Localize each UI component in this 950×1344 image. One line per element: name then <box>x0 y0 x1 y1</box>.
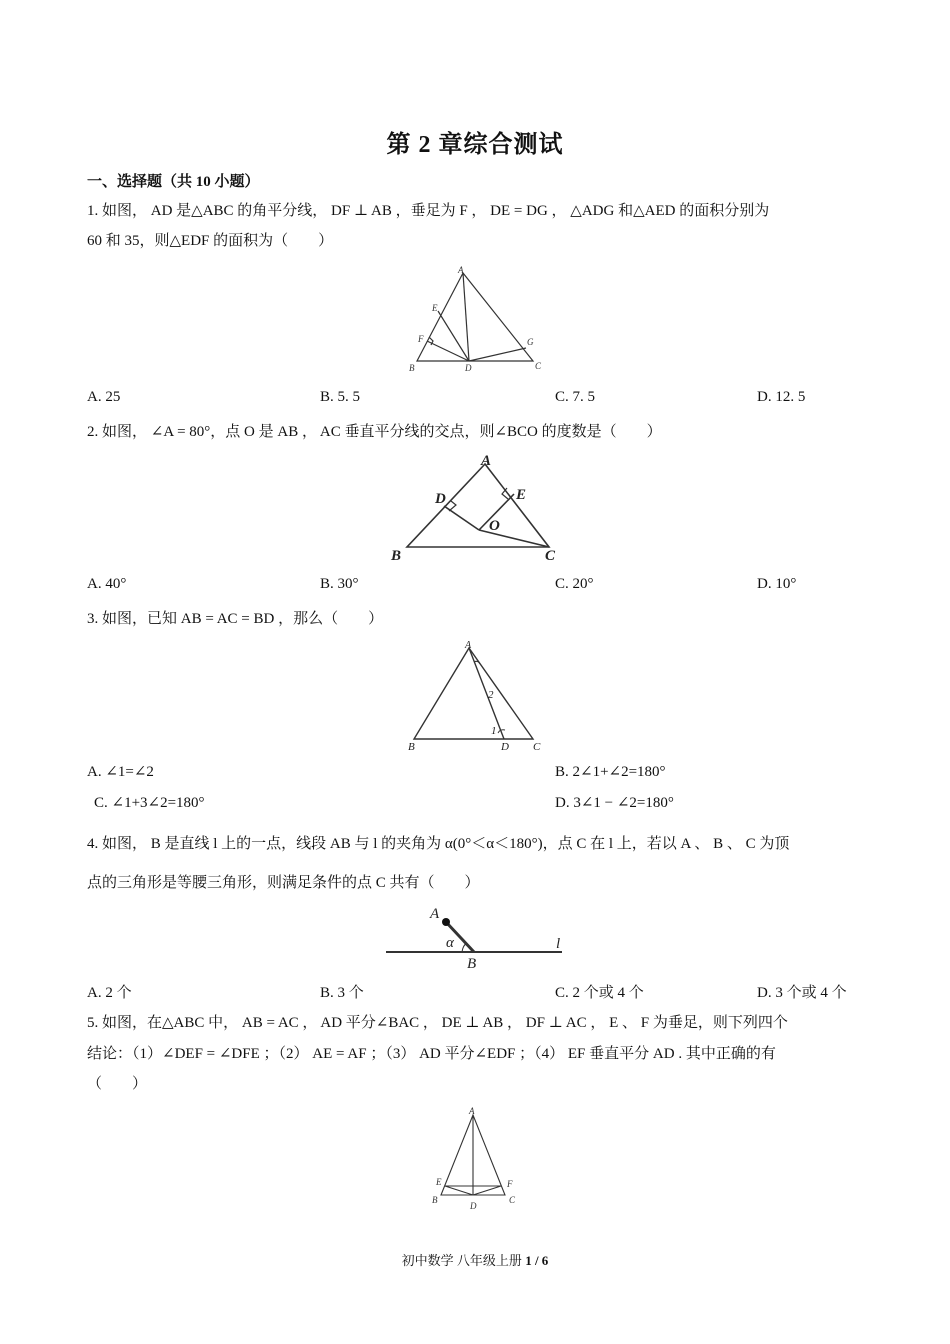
q4-option-b[interactable]: B. 3 个 <box>320 985 364 1001</box>
label-a: A <box>458 265 464 275</box>
page-title: 第 2 章综合测试 <box>386 132 564 158</box>
question-1-line-1: 1. 如图， AD 是△ABC 的角平分线， DF ⊥ AB ，垂足为 F ， DE = DG ， △ADG 和△AED 的面积分别为 <box>87 203 770 219</box>
question-5-line-2: 结论：（1）∠DEF = ∠DFE ；（2） AE = AF ；（3） AD 平分∠EDF ；（4） EF 垂直平分 AD . 其中正确的有 <box>87 1046 776 1062</box>
segment-do <box>444 506 479 530</box>
label-d: D <box>465 363 472 373</box>
label-e: E <box>436 1177 442 1187</box>
question-4-line-1: 4. 如图， B 是直线 l 上的一点，线段 AB 与 l 的夹角为 α(0°＜α＜180°)，点 C 在 l 上，若以 A 、 B 、 C 为顶 <box>87 836 790 852</box>
q4-option-d[interactable]: D. 3 个或 4 个 <box>757 985 847 1001</box>
label-e: E <box>432 303 438 313</box>
figure-q3 <box>402 636 552 754</box>
figure-q2 <box>385 450 565 562</box>
q3-option-a[interactable]: A. ∠1=∠2 <box>87 764 154 780</box>
right-angle-mark-d <box>449 501 456 511</box>
label-o: O <box>489 518 500 534</box>
label-c: C <box>545 548 556 562</box>
label-alpha: α <box>446 935 454 951</box>
q4-option-c[interactable]: C. 2 个或 4 个 <box>555 985 644 1001</box>
q1-option-d[interactable]: D. 12. 5 <box>757 389 806 405</box>
label-angle-1: 1 <box>491 725 497 737</box>
label-a: A <box>430 906 440 922</box>
triangle-abc <box>417 273 533 361</box>
label-b: B <box>432 1195 438 1205</box>
q1-option-c[interactable]: C. 7. 5 <box>555 389 596 405</box>
label-f: F <box>418 334 424 344</box>
q2-option-d[interactable]: D. 10° <box>757 576 797 592</box>
label-d: D <box>501 741 509 753</box>
question-5-line-1: 5. 如图，在△ABC 中， AB = AC ， AD 平分∠BAC ， DE ⊥ AB ， DF ⊥ AC ， E 、 F 为垂足，则下列四个 <box>87 1015 788 1031</box>
segment-df <box>473 1186 501 1195</box>
label-b: B <box>467 956 477 972</box>
page-footer <box>0 1250 950 1269</box>
q3-option-b[interactable]: B. 2∠1+∠2=180° <box>555 764 666 780</box>
section-heading: 一、选择题（共 10 小题） <box>87 174 260 190</box>
label-d: D <box>435 491 446 507</box>
figure-q4 <box>384 902 566 974</box>
label-e: E <box>516 487 527 503</box>
label-a: A <box>465 640 472 651</box>
label-a: A <box>469 1106 475 1116</box>
page-number: 1 / 6 <box>525 1253 549 1268</box>
label-b: B <box>408 741 415 753</box>
label-d: D <box>470 1201 477 1211</box>
label-a: A <box>481 453 492 469</box>
footer-text: 初中数学 八年级上册 <box>401 1253 522 1268</box>
figure-q5 <box>425 1103 525 1215</box>
q2-option-a[interactable]: A. 40° <box>87 576 127 592</box>
label-b: B <box>409 363 415 373</box>
q1-option-b[interactable]: B. 5. 5 <box>320 389 361 405</box>
triangle-abc <box>414 648 533 739</box>
q1-option-a[interactable]: A. 25 <box>87 389 121 405</box>
point-a <box>442 918 450 926</box>
q3-option-d[interactable]: D. 3∠1 − ∠2=180° <box>555 795 674 811</box>
question-1-line-2: 60 和 35，则△EDF 的面积为（ ） <box>87 233 334 249</box>
label-c: C <box>535 361 542 371</box>
label-l: l <box>556 936 561 952</box>
q4-option-a[interactable]: A. 2 个 <box>87 985 132 1001</box>
question-4-line-2: 点的三角形是等腰三角形，则满足条件的点 C 共有（ ） <box>87 875 480 891</box>
segment-ad <box>463 273 469 361</box>
figure-q1 <box>405 265 545 375</box>
label-g: G <box>527 337 534 347</box>
label-c: C <box>509 1195 516 1205</box>
segment-dg <box>469 348 526 361</box>
question-3-line-1: 3. 如图，已知 AB = AC = BD ，那么（ ） <box>87 611 384 627</box>
segment-de <box>445 1186 473 1195</box>
triangle-abc <box>407 464 549 547</box>
label-f: F <box>507 1179 513 1189</box>
question-2-line-1: 2. 如图， ∠A = 80°，点 O 是 AB ， AC 垂直平分线的交点，则∠BCO 的度数是（ ） <box>87 424 662 440</box>
q2-option-b[interactable]: B. 30° <box>320 576 359 592</box>
q2-option-c[interactable]: C. 20° <box>555 576 594 592</box>
label-angle-2: 2 <box>488 689 494 701</box>
question-5-line-3: （ ） <box>87 1076 148 1092</box>
label-b: B <box>391 548 402 562</box>
q3-option-c[interactable]: C. ∠1+3∠2=180° <box>94 795 205 811</box>
label-c: C <box>533 741 541 753</box>
